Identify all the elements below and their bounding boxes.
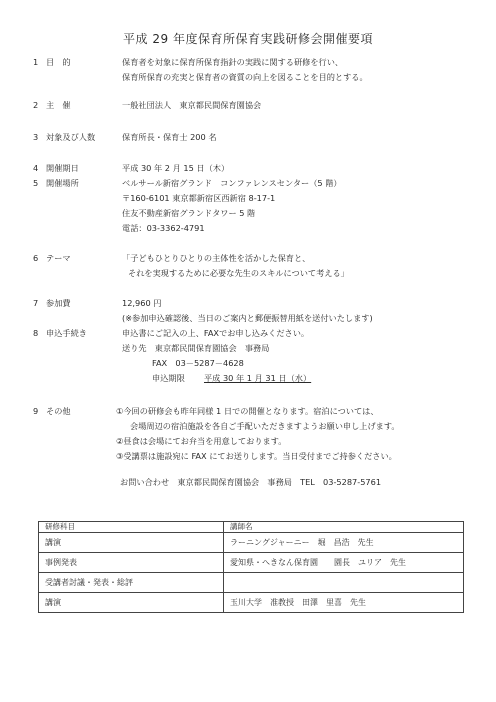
section-number: 5 — [33, 178, 39, 188]
table-cell-subject: 受講者討議・発表・総評 — [39, 573, 224, 593]
section-line: ③受講票は施設宛に FAX にてお送りします。当日受付までご持参ください。 — [116, 451, 397, 461]
section-line: ベルサール新宿グランド コンファレンスセンター（5 階） — [122, 178, 342, 188]
section-line: 12,960 円 — [122, 298, 162, 308]
section-line: 平成 30 年 2 月 15 日（木） — [122, 163, 230, 173]
section-label: その他 — [46, 406, 71, 416]
section-line: 「子どもひとりひとりの主体性を活かした保育と、 — [122, 253, 311, 263]
section-body — [122, 130, 492, 145]
table-cell-lecturer: 玉川大学 准教授 田澤 里喜 先生 — [224, 593, 464, 613]
table-header-lecturer: 講師名 — [224, 522, 464, 533]
section-line: 送り先 東京都民間保育園協会 事務局 — [122, 343, 270, 353]
deadline-line — [122, 371, 492, 386]
section-number: 8 — [33, 328, 39, 338]
section-line: 一般社団法人 東京都民間保育園協会 — [122, 100, 262, 110]
table-header-row — [39, 522, 464, 533]
section-body — [122, 176, 492, 236]
section-line: ①今回の研修会も昨年同様 1 日での開催となります。宿泊については、 — [116, 406, 379, 416]
table-row — [39, 533, 464, 553]
section-line: 住友不動産新宿グランドタワー 5 階 — [122, 208, 256, 218]
section-label: 目 的 — [46, 57, 71, 67]
section-line: 保育所長・保育士 200 名 — [122, 132, 217, 142]
deadline-label: 申込期限 — [152, 373, 185, 383]
table-row — [39, 573, 464, 593]
section-number: 3 — [33, 132, 39, 142]
section-label: 申込手続き — [46, 328, 87, 338]
fax-line: FAX 03－5287－4628 — [152, 358, 244, 368]
table-cell-lecturer — [224, 573, 464, 593]
section-line: 会場周辺の宿泊施設を各自ご手配いただきますようお願い申し上げます。 — [130, 421, 400, 431]
section-line: ②昼食は会場にてお弁当を用意しております。 — [116, 436, 287, 446]
section-line: 電話：03-3362-4791 — [122, 223, 205, 233]
section-label: 主 催 — [46, 100, 71, 110]
section-line: (※参加申込確認後、当日のご案内と郵便振替用紙を送付いたします) — [122, 313, 373, 323]
contact-text: お問い合わせ 東京都民間保育園協会 事務局 TEL 03-5287-5761 — [120, 477, 382, 487]
section-body — [122, 251, 492, 281]
document-title: 平成 29 年度保育所保育実践研修会開催要項 — [123, 32, 373, 46]
table-cell-subject: 事例発表 — [39, 553, 224, 573]
section-body — [122, 326, 492, 386]
section-body — [122, 296, 492, 326]
section-body — [116, 404, 486, 464]
section-label: 開催期日 — [46, 163, 79, 173]
section-label: 対象及び人数 — [46, 132, 96, 142]
section-number: 1 — [33, 57, 39, 67]
section-body — [122, 55, 492, 85]
section-label: 開催場所 — [46, 178, 79, 188]
section-label: テーマ — [46, 253, 71, 263]
table-row — [39, 593, 464, 613]
section-line: 申込書にご記入の上、FAXでお申し込みください。 — [122, 328, 310, 338]
deadline-value: 平成 30 年 1 月 31 日（水） — [203, 373, 312, 383]
section-number: 6 — [33, 253, 39, 263]
section-number: 4 — [33, 163, 39, 173]
table-cell-subject: 講演 — [39, 593, 224, 613]
table-row — [39, 553, 464, 573]
section-number: 9 — [33, 406, 39, 416]
section-line: それを実現するために必要な先生のスキルについて考える」 — [128, 268, 349, 278]
section-line: 〒160-6101 東京都新宿区西新宿 8-17-1 — [122, 193, 276, 203]
section-label: 参加費 — [46, 298, 71, 308]
table-cell-lecturer: ラーニングジャーニー 堀 昌浩 先生 — [224, 533, 464, 553]
section-body — [122, 161, 492, 176]
program-table — [38, 521, 464, 613]
section-body — [122, 98, 492, 113]
section-number: 2 — [33, 100, 39, 110]
table-cell-subject: 講演 — [39, 533, 224, 553]
section-line: 保育者を対象に保育所保育指針の実践に関する研修を行い、 — [122, 57, 344, 67]
table-header-subject: 研修科目 — [39, 522, 224, 533]
section-number: 7 — [33, 298, 39, 308]
table-cell-lecturer: 愛知県・へきなん保育園 園長 ユリア 先生 — [224, 553, 464, 573]
section-line: 保育所保育の充実と保育者の資質の向上を図ることを目的とする。 — [122, 72, 368, 82]
